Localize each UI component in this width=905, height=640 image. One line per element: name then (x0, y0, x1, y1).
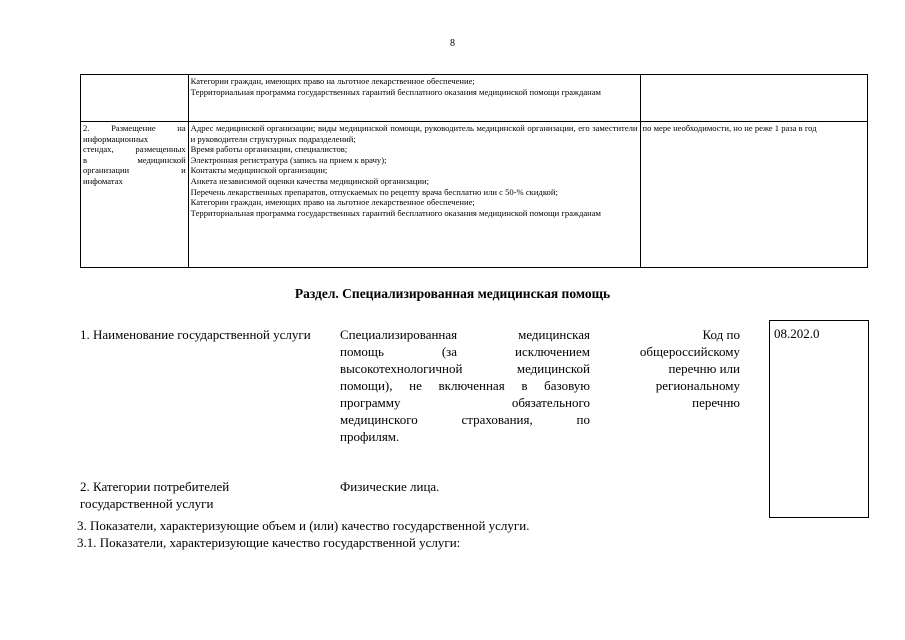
row1-col1 (81, 75, 189, 122)
cell-line: в медицинской (83, 154, 186, 165)
paragraph: Территориальная программа государственных гарантий бесплатного оказания медицинской помощи гражданам (190, 207, 601, 218)
code-label-line: перечню (692, 395, 740, 410)
indicators-heading: 3. Показатели, характеризующие объем и (или) качество государственной услуги. (77, 518, 530, 533)
paragraph: Время работы организации, специалистов; (190, 144, 348, 155)
row2-col1 (81, 122, 189, 268)
cell-line: стендах, размещенных (83, 144, 186, 155)
code-label-line: общероссийскому (639, 344, 740, 359)
table-row (81, 75, 868, 122)
paragraph: Категории граждан, имеющих право на льготное лекарственное обеспечение; (190, 197, 475, 208)
service-name-line: помощь (за исключением (340, 344, 590, 359)
paragraph: Адрес медицинской организации; виды медицинской помощи, руководитель медицинской организации, его заместители и руководители структурных подразделений; (190, 123, 638, 144)
cell-line: инфоматах (83, 175, 123, 186)
service-name-line: высокотехнологичной медицинской (340, 361, 590, 376)
service-name-line: помощи), не включенная в базовую (340, 378, 590, 393)
quality-indicators-heading: 3.1. Показатели, характеризующие качество государственной услуги: (77, 535, 461, 550)
row1-col3 (640, 75, 867, 122)
paragraph: Анкета независимой оценки качества медицинской организации; (190, 175, 429, 186)
row2-col3: по мере необходимости, но не реже 1 раза в год (640, 122, 867, 268)
paragraph: Территориальная программа государственных гарантий бесплатного оказания медицинской помощи гражданам (190, 86, 601, 97)
table-row (81, 122, 868, 268)
row2-col2 (188, 122, 640, 268)
category-value: Физические лица. (340, 479, 440, 494)
category-label (80, 478, 320, 512)
service-name-value (340, 326, 590, 445)
code-box (769, 320, 869, 518)
service-name-line: Специализированная медицинская (340, 327, 590, 342)
service-name-label: 1. Наименование государственной услуги (80, 327, 311, 342)
info-table (80, 74, 868, 268)
section-title: Раздел. Специализированная медицинская помощь (294, 286, 611, 301)
page-number: 8 (450, 38, 455, 49)
paragraph: Электронная регистратура (запись на прием к врачу); (190, 154, 387, 165)
cell-line: организации и (83, 165, 186, 176)
paragraph: Категории граждан, имеющих право на льготное лекарственное обеспечение; (190, 76, 475, 86)
code-label-line: региональному (655, 378, 740, 393)
code-label (612, 326, 740, 411)
service-name-line: программу обязательного (340, 395, 590, 410)
row1-col2 (188, 75, 640, 122)
category-label-line: государственной услуги (80, 496, 214, 511)
paragraph: Перечень лекарственных препаратов, отпускаемых по рецепту врача бесплатно или с 50-% скидкой; (190, 186, 558, 197)
code-label-line: Код по (702, 327, 740, 342)
category-label-line: 2. Категории потребителей (80, 479, 230, 494)
service-name-line: профилям. (340, 429, 400, 444)
cell-line: информационных (83, 133, 149, 144)
cell-line: 2. Размещение на (83, 123, 186, 133)
service-name-line: медицинского страхования, по (340, 412, 590, 427)
paragraph: Контакты медицинской организации; (190, 165, 328, 176)
code-value: 08.202.0 (774, 326, 820, 341)
code-label-line: перечню или (668, 361, 740, 376)
